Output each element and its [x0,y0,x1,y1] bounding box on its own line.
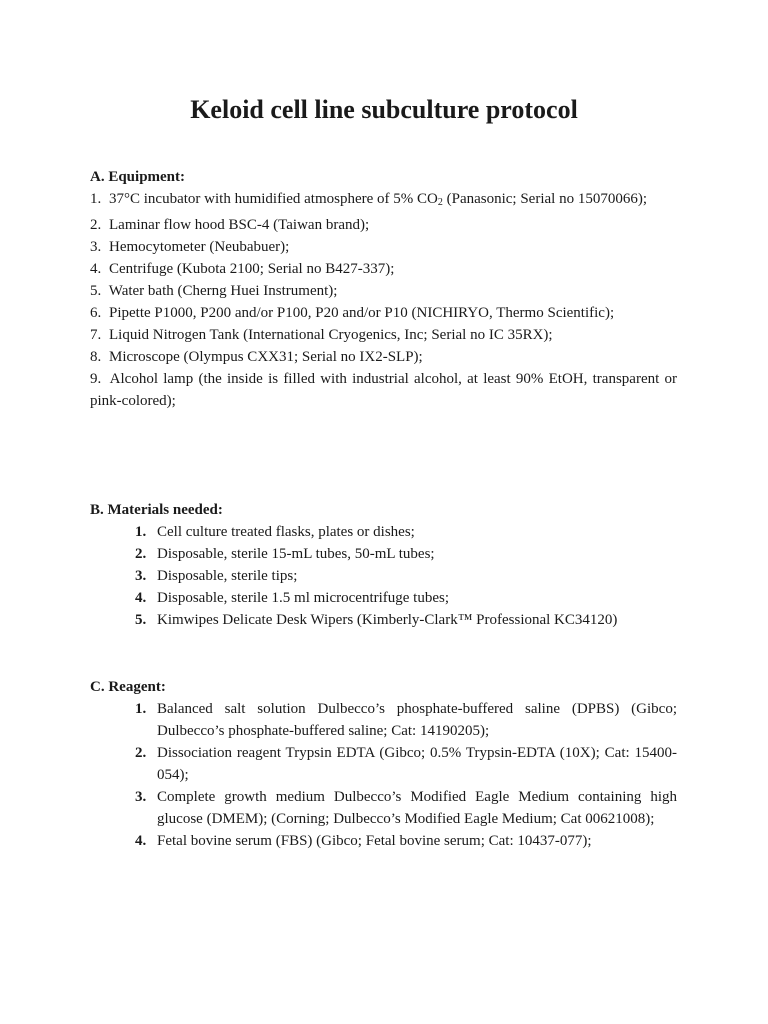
reagent-item [90,786,677,830]
item-text: Disposable, sterile 15-mL tubes, 50-mL tubes; [157,546,435,562]
equipment-section [90,166,677,412]
item-text: Centrifuge (Kubota 2100; Serial no B427-337); [109,261,395,277]
item-number: 1. [90,191,102,207]
item-number: 3. [135,568,147,584]
materials-item [90,587,677,609]
materials-list [90,521,677,631]
materials-heading: B. Materials needed: [90,502,223,518]
item-number: 4. [135,833,147,849]
item-number: 2. [135,546,147,562]
page-title: Keloid cell line subculture protocol [190,95,578,124]
item-number: 2. [90,217,102,233]
reagent-item [90,698,677,742]
reagent-item [90,830,677,852]
item-text: Dissociation reagent Trypsin EDTA (Gibco; 0.5% Trypsin-EDTA (10X); Cat: 15400-054); [157,745,677,783]
equipment-item [90,302,677,324]
reagent-section [90,676,677,852]
item-number: 8. [90,349,102,365]
item-number: 5. [90,283,102,299]
item-text: Fetal bovine serum (FBS) (Gibco; Fetal bovine serum; Cat: 10437-077); [157,833,592,849]
reagent-heading: C. Reagent: [90,679,166,695]
equipment-item [90,188,677,214]
item-number: 6. [90,305,102,321]
item-text: Cell culture treated flasks, plates or dishes; [157,524,415,540]
equipment-item [90,368,677,412]
item-number: 7. [90,327,102,343]
equipment-item [90,258,677,280]
subscript: 2 [437,197,443,208]
item-text: Kimwipes Delicate Desk Wipers (Kimberly-Clark™ Professional KC34120) [157,612,618,628]
equipment-item [90,324,677,346]
materials-item [90,543,677,565]
item-text: Microscope (Olympus CXX31; Serial no IX2-SLP); [109,349,423,365]
item-text: Liquid Nitrogen Tank (International Cryogenics, Inc; Serial no IC 35RX); [109,327,553,343]
item-number: 1. [135,701,147,717]
item-text: Pipette P1000, P200 and/or P100, P20 and/or P10 (NICHIRYO, Thermo Scientific); [109,305,615,321]
item-number: 2. [135,745,147,761]
item-number: 1. [135,524,147,540]
item-text: Disposable, sterile tips; [157,568,298,584]
reagent-list [90,698,677,852]
equipment-item [90,346,677,368]
item-number: 3. [135,789,147,805]
item-text: Laminar flow hood BSC-4 (Taiwan brand); [109,217,370,233]
reagent-item [90,742,677,786]
equipment-list [90,188,677,412]
equipment-item [90,236,677,258]
item-number: 4. [135,590,147,606]
materials-item [90,521,677,543]
equipment-item [90,214,677,236]
equipment-heading: A. Equipment: [90,169,186,185]
item-number: 4. [90,261,102,277]
item-text: Complete growth medium Dulbecco’s Modified Eagle Medium containing high glucose (DMEM); (Corning; Dulbecco’s Modified Eagle Medium; Cat 00621008); [157,789,677,827]
materials-section [90,499,677,631]
item-text: Water bath (Cherng Huei Instrument); [108,283,338,299]
item-text-cont: (Panasonic; Serial no 15070066); [442,191,647,207]
item-number: 9. [90,371,102,387]
item-text: 37°C incubator with humidified atmosphere of 5% CO [109,191,438,207]
item-text: Disposable, sterile 1.5 ml microcentrifuge tubes; [157,590,450,606]
materials-item [90,565,677,587]
materials-item [90,609,677,631]
equipment-item [90,280,677,302]
item-number: 5. [135,612,147,628]
item-text: Alcohol lamp (the inside is filled with industrial alcohol, at least 90% EtOH, transparent or pink-colored); [90,371,677,409]
item-text: Balanced salt solution Dulbecco’s phosphate-buffered saline (DPBS) (Gibco; Dulbecco’s phosphate-buffered saline; Cat: 14190205); [157,701,677,739]
item-number: 3. [90,239,102,255]
item-text: Hemocytometer (Neubabuer); [109,239,290,255]
